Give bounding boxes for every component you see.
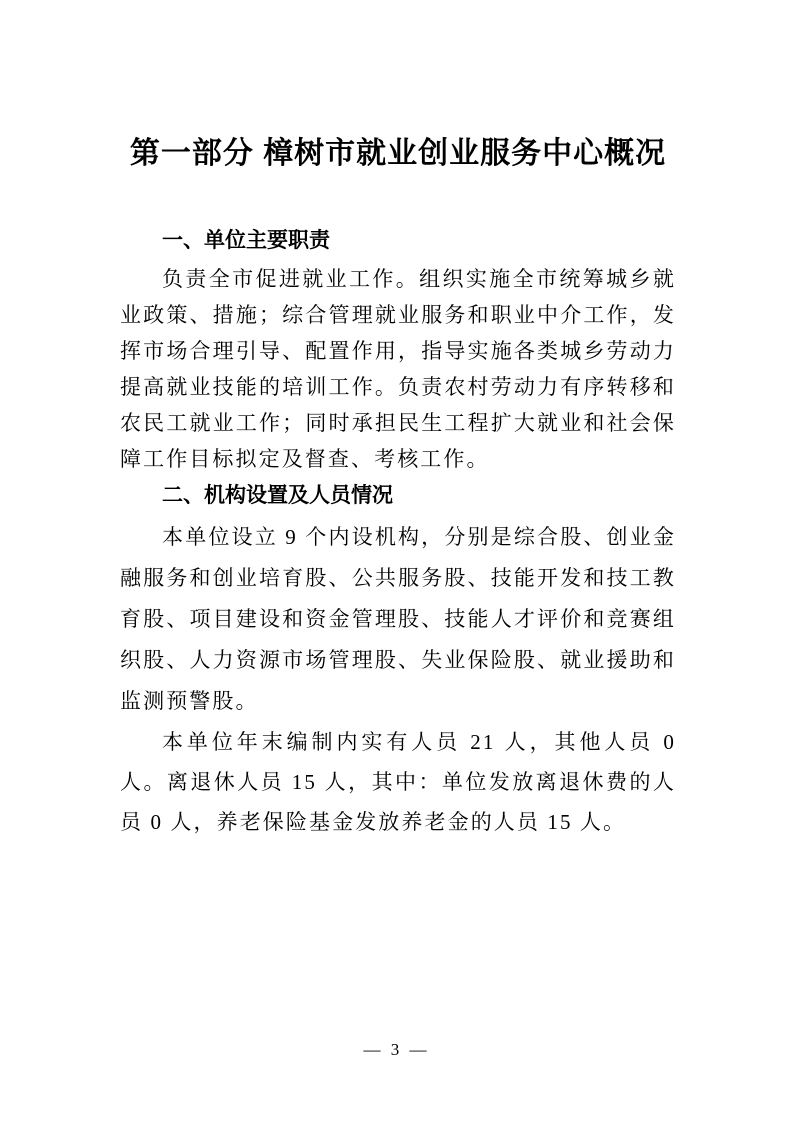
section-1-paragraph: 负责全市促进就业工作。组织实施全市统筹城乡就业政策、措施；综合管理就业服务和职业中介工作，发挥市场合理引导、配置作用，指导实施各类城乡劳动力提高就业技能的培训工作。负责农村劳动力有序转移和农民工就业工作；同时承担民生工程扩大就业和社会保障工作目标拟定及督查、考核工作。 xyxy=(120,267,676,471)
document-title: 第一部分 樟树市就业创业服务中心概况 xyxy=(129,137,667,170)
section-org-and-personnel xyxy=(120,481,676,842)
document-content xyxy=(120,0,676,842)
section-2-paragraph-1: 本单位设立 9 个内设机构，分别是综合股、创业金融服务和创业培育股、公共服务股、技能开发和技工教育股、项目建设和资金管理股、技能人才评价和竞赛组织股、人力资源市场管理股、失业保险股、就业援助和监测预警股。 xyxy=(120,525,676,713)
section-main-duties xyxy=(120,226,676,477)
section-2-heading: 二、机构设置及人员情况 xyxy=(162,484,393,507)
page-number: — 3 — xyxy=(363,1040,430,1059)
section-2-paragraph-2: 本单位年末编制内实有人员 21 人，其他人员 0 人。离退休人员 15 人，其中：单位发放离退休费的人员 0 人，养老保险基金发放养老金的人员 15 人。 xyxy=(120,730,676,834)
section-1-heading: 一、单位主要职责 xyxy=(162,229,330,252)
